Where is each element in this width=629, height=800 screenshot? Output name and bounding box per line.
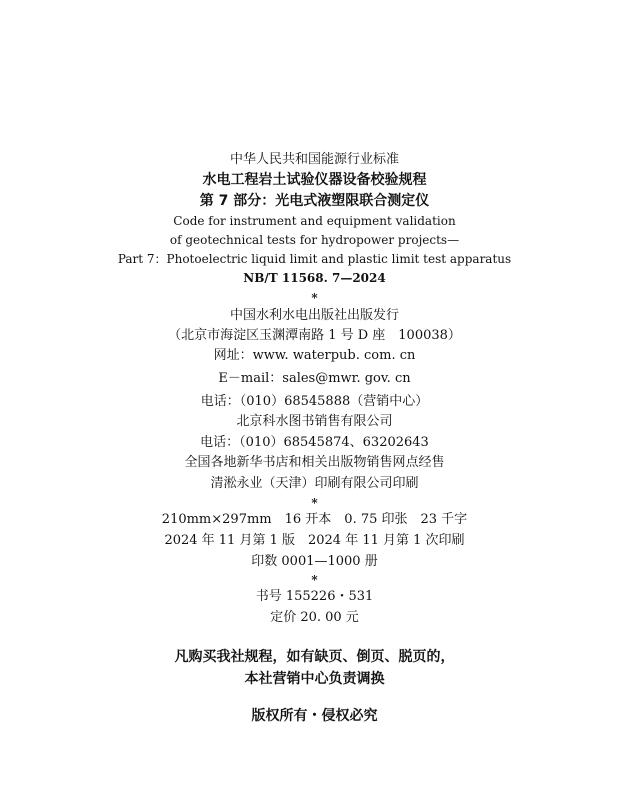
printer-name: 清淞永业（天津）印刷有限公司印刷 <box>210 476 419 491</box>
book-number: 书号 155226・531 <box>255 589 374 604</box>
title-en-line-3: Part 7：Photoelectric liquid limit and plastic limit test apparatus <box>117 252 512 266</box>
book-format: 210mm×297mm 16 开本 0. 75 印张 23 千字 <box>161 512 468 527</box>
separator-star-2: * <box>311 496 318 510</box>
standard-category: 中华人民共和国能源行业标准 <box>229 152 399 167</box>
publisher-name: 中国水利水电出版社出版发行 <box>229 308 399 323</box>
copyright-notice: 版权所有・侵权必究 <box>251 708 378 724</box>
title-cn-line-1: 水电工程岩土试验仪器设备校验规程 <box>202 172 427 188</box>
publisher-email: E－mail：sales@mwr. gov. cn <box>218 371 411 386</box>
distributor-phone: 电话：（010）68545874、63202643 <box>200 435 429 450</box>
publisher-address: （北京市海淀区玉渊潭南路 1 号 D 座 100038） <box>168 328 461 343</box>
separator-star-3: * <box>311 573 318 587</box>
publisher-phone: 电话：（010）68545888（营销中心） <box>200 394 429 409</box>
distributor-name: 北京科水图书销售有限公司 <box>236 414 393 429</box>
standard-number: NB/T 11568. 7—2024 <box>243 271 386 285</box>
title-en-line-2: of geotechnical tests for hydropower projects— <box>169 233 460 247</box>
price: 定价 20. 00 元 <box>270 610 359 625</box>
notice-line-2: 本社营销中心负责调换 <box>244 671 385 687</box>
print-run: 印数 0001—1000 册 <box>251 554 378 569</box>
separator-star-1: * <box>311 291 318 305</box>
notice-line-1: 凡购买我社规程，如有缺页、倒页、脱页的， <box>174 649 455 665</box>
publisher-website: 网址：www. waterpub. com. cn <box>213 348 416 363</box>
title-en-line-1: Code for instrument and equipment validation <box>173 214 456 228</box>
edition-info: 2024 年 11 月第 1 版 2024 年 11 月第 1 次印刷 <box>164 533 465 548</box>
title-cn-line-2: 第 7 部分：光电式液塑限联合测定仪 <box>199 193 430 209</box>
distribution-agents: 全国各地新华书店和相关出版物销售网点经售 <box>184 455 445 470</box>
